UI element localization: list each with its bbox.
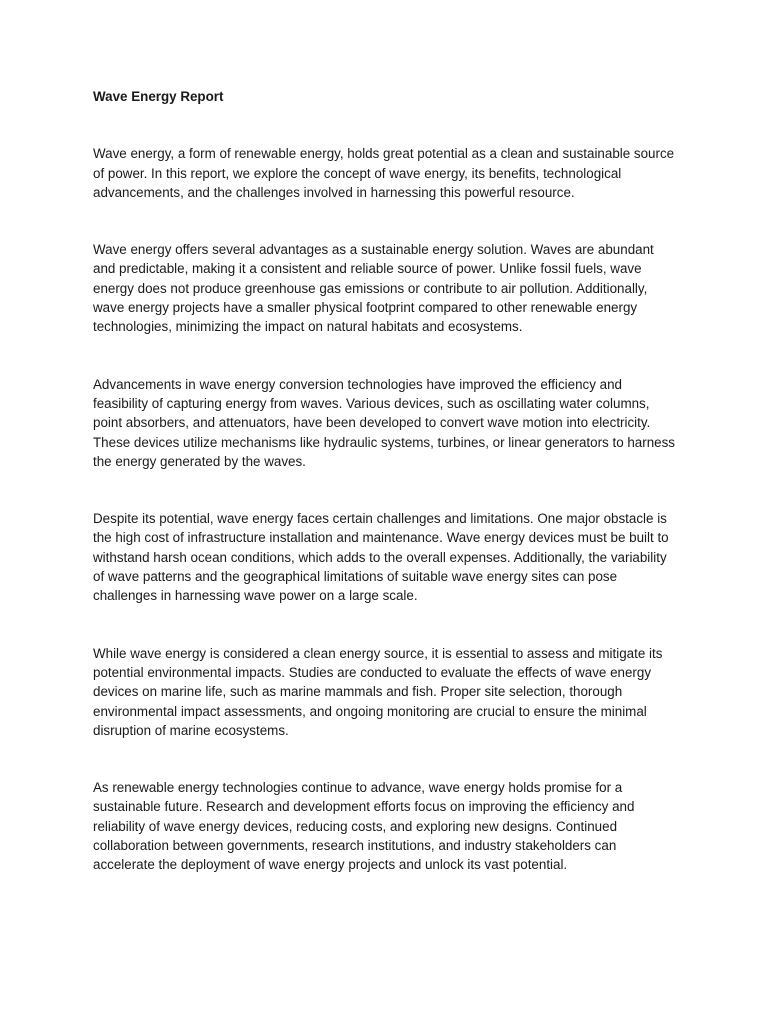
paragraph-advantages: Wave energy offers several advantages as a sustainable energy solution. Waves are abundant and predictable, making it a consistent and reliable source of power. Unlike fossil fuels, wave energy does not produce greenhouse gas emissions or contribute to air pollution. Additionally, wave energy projects have a smaller physical footprint compared to other renewable energy technologies, minimizing the impact on natural habitats and ecosystems. [93, 242, 654, 335]
paragraph-introduction: Wave energy, a form of renewable energy, holds great potential as a clean and sustainable source of power. In this report, we explore the concept of wave energy, its benefits, technological advancements, and the challenges involved in harnessing this powerful resource. [93, 146, 675, 200]
paragraph-future-outlook: As renewable energy technologies continue to advance, wave energy holds promise for a sustainable future. Research and development efforts focus on improving the efficiency and reliability of wave energy devices, reducing costs, and exploring new designs. Continued collaboration between governments, research institutions, and industry stakeholders can accelerate the deployment of wave energy projects and unlock its vast potential. [93, 780, 635, 873]
document-body [93, 87, 678, 875]
paragraph-challenges: Despite its potential, wave energy faces certain challenges and limitations. One major obstacle is the high cost of infrastructure installation and maintenance. Wave energy devices must be built to withstand harsh ocean conditions, which adds to the overall expenses. Additionally, the variability of wave patterns and the geographical limitations of suitable wave energy sites can pose challenges in harnessing wave power on a large scale. [93, 511, 669, 604]
paragraph-technologies: Advancements in wave energy conversion technologies have improved the efficiency and feasibility of capturing energy from waves. Various devices, such as oscillating water columns, point absorbers, and attenuators, have been developed to convert wave motion into electricity. These devices utilize mechanisms like hydraulic systems, turbines, or linear generators to harness the energy generated by the waves. [93, 376, 676, 469]
paragraph-environmental-impact: While wave energy is considered a clean energy source, it is essential to assess and mitigate its potential environmental impacts. Studies are conducted to evaluate the effects of wave energy devices on marine life, such as marine mammals and fish. Proper site selection, thorough environmental impact assessments, and ongoing monitoring are crucial to ensure the minimal disruption of marine ecosystems. [93, 645, 663, 738]
document-title: Wave Energy Report [93, 89, 224, 104]
